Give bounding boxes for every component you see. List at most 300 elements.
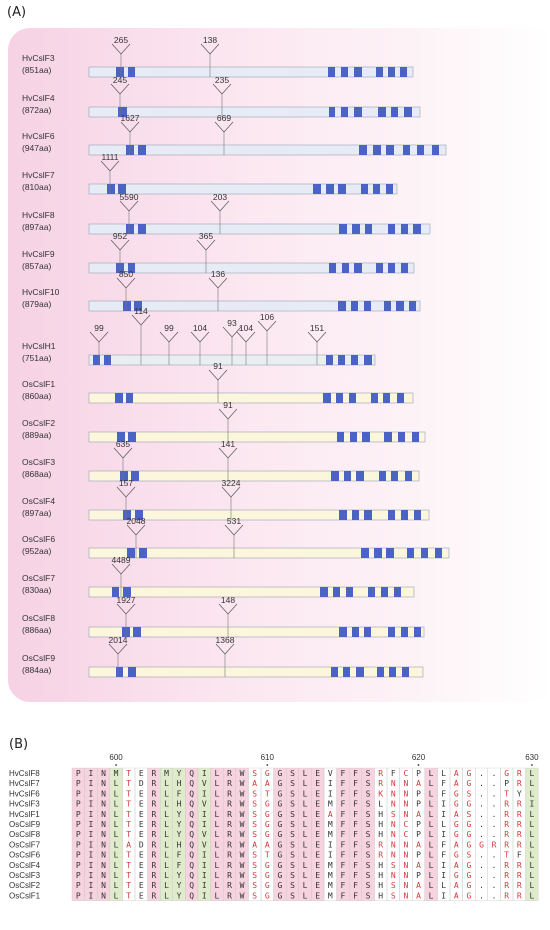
- residue: M: [327, 820, 333, 829]
- alignment-position-label: 630: [525, 753, 539, 762]
- residue: N: [101, 881, 106, 891]
- sequence-name: HvCslF3: [9, 799, 40, 809]
- residue: I: [88, 789, 94, 799]
- residue: N: [101, 860, 106, 870]
- residue: S: [365, 769, 371, 778]
- intron-length-label: 104: [238, 323, 254, 333]
- residue: E: [315, 779, 321, 789]
- gene-name: HvCslF8: [22, 210, 55, 220]
- residue: F: [353, 840, 358, 850]
- residue: N: [390, 850, 396, 860]
- residue: D: [138, 779, 144, 789]
- residue: I: [201, 881, 207, 891]
- residue: M: [327, 871, 333, 880]
- sequence-name: OsCslF2: [9, 881, 41, 891]
- residue: M: [164, 769, 169, 778]
- residue: T: [504, 789, 510, 799]
- gene-length: (879aa): [22, 299, 52, 309]
- residue: N: [390, 820, 396, 829]
- intron-length-label: 2014: [108, 635, 128, 645]
- residue: L: [214, 789, 220, 799]
- position-tick: [115, 764, 117, 766]
- residue: L: [164, 779, 169, 789]
- residue: R: [378, 769, 384, 778]
- residue: S: [290, 850, 295, 860]
- gene-name: OsCslF1: [22, 379, 56, 389]
- residue: R: [516, 769, 522, 778]
- residue: L: [214, 769, 220, 778]
- residue: F: [353, 809, 358, 819]
- residue: Q: [189, 850, 195, 860]
- residue: N: [403, 779, 409, 789]
- residue: I: [441, 799, 447, 809]
- residue: P: [75, 799, 81, 809]
- panel-b-label: (B): [9, 737, 29, 752]
- residue: N: [403, 871, 409, 880]
- residue: P: [416, 850, 421, 860]
- residue: E: [315, 871, 321, 880]
- residue: G: [479, 840, 484, 850]
- residue: N: [101, 799, 106, 809]
- residue: S: [252, 891, 258, 901]
- residue: L: [113, 809, 119, 819]
- residue: L: [428, 809, 434, 819]
- position-tick: [266, 764, 268, 766]
- residue: .: [479, 789, 484, 799]
- residue: L: [214, 871, 220, 880]
- residue: H: [378, 820, 384, 829]
- residue: G: [277, 840, 283, 850]
- gene-length: (857aa): [22, 261, 52, 271]
- residue: S: [365, 840, 371, 850]
- residue: S: [390, 881, 396, 891]
- intron-length-label: 141: [220, 439, 236, 449]
- residue: R: [227, 830, 232, 840]
- residue: F: [353, 830, 358, 840]
- residue: W: [239, 840, 245, 850]
- residue: R: [151, 830, 157, 840]
- residue: L: [113, 860, 119, 870]
- residue: I: [327, 850, 333, 860]
- gene-length: (860aa): [22, 391, 52, 401]
- residue: G: [453, 871, 459, 880]
- residue: Q: [189, 779, 195, 789]
- intron-length-label: 952: [112, 231, 128, 241]
- residue: F: [176, 789, 182, 799]
- residue: F: [353, 850, 358, 860]
- residue: I: [88, 840, 94, 850]
- residue: F: [353, 881, 358, 891]
- residue: L: [428, 860, 434, 870]
- residue: L: [164, 891, 169, 901]
- residue: .: [491, 779, 497, 789]
- residue: R: [151, 871, 157, 880]
- residue: R: [151, 779, 157, 789]
- residue: R: [504, 860, 510, 870]
- residue: R: [516, 860, 522, 870]
- residue: E: [315, 881, 321, 891]
- residue: N: [101, 789, 106, 799]
- residue: .: [479, 871, 484, 880]
- residue: R: [227, 871, 232, 880]
- residue: .: [479, 820, 484, 829]
- residue: P: [75, 860, 81, 870]
- residue: L: [164, 820, 169, 829]
- residue: H: [378, 830, 384, 840]
- intron-length-label: 635: [115, 439, 131, 449]
- residue: S: [365, 881, 371, 891]
- residue: E: [315, 799, 321, 809]
- gene-length: (886aa): [22, 625, 52, 635]
- residue: Y: [176, 891, 182, 901]
- residue: .: [491, 881, 497, 891]
- residue: F: [441, 779, 447, 789]
- residue: S: [466, 789, 472, 799]
- residue: .: [479, 769, 484, 778]
- residue: N: [101, 820, 106, 829]
- residue: S: [365, 789, 371, 799]
- residue: E: [315, 820, 321, 829]
- residue: L: [113, 789, 119, 799]
- residue: P: [75, 840, 81, 850]
- intron-length-label: 104: [192, 323, 208, 333]
- gene-length: (810aa): [22, 182, 52, 192]
- residue: T: [126, 820, 132, 829]
- residue: F: [340, 799, 346, 809]
- residue: L: [214, 809, 220, 819]
- residue: L: [529, 850, 535, 860]
- residue: A: [252, 840, 258, 850]
- residue: G: [453, 830, 459, 840]
- intron-length-label: 1368: [215, 635, 235, 645]
- residue: R: [151, 799, 157, 809]
- residue: G: [466, 799, 472, 809]
- sequence-name: OsCslF3: [9, 871, 41, 880]
- residue: L: [164, 860, 169, 870]
- position-tick: [531, 764, 533, 766]
- residue: A: [416, 891, 421, 901]
- residue: .: [479, 809, 484, 819]
- residue: V: [201, 779, 207, 789]
- residue: A: [126, 840, 132, 850]
- intron-length-label: 203: [212, 192, 228, 202]
- residue: F: [353, 799, 358, 809]
- residue: L: [441, 820, 447, 829]
- residue: R: [504, 820, 510, 829]
- residue: N: [403, 891, 409, 901]
- intron-length-label: 235: [214, 75, 230, 85]
- residue: S: [290, 789, 295, 799]
- residue: V: [327, 769, 333, 778]
- gene-name: OsCslF4: [22, 496, 56, 506]
- residue: N: [101, 840, 106, 850]
- residue: Q: [189, 881, 195, 891]
- residue: Y: [176, 881, 182, 891]
- residue: N: [101, 850, 106, 860]
- residue: L: [428, 799, 434, 809]
- residue: R: [227, 840, 232, 850]
- intron-length-label: 138: [202, 35, 218, 45]
- residue: L: [113, 850, 119, 860]
- intron-length-label: 531: [226, 516, 242, 526]
- residue: G: [466, 769, 472, 778]
- residue: L: [529, 891, 535, 901]
- residue: R: [504, 881, 510, 891]
- residue: N: [390, 840, 396, 850]
- residue: G: [277, 871, 283, 880]
- residue: L: [302, 881, 308, 891]
- residue: Y: [516, 789, 522, 799]
- residue: L: [113, 871, 119, 880]
- residue: L: [113, 891, 119, 901]
- residue: L: [113, 820, 119, 829]
- residue: L: [214, 891, 220, 901]
- residue: R: [504, 809, 510, 819]
- residue: G: [466, 779, 472, 789]
- intron-length-label: 850: [118, 269, 134, 279]
- residue: R: [504, 799, 510, 809]
- residue: A: [453, 779, 459, 789]
- residue: .: [491, 799, 497, 809]
- residue: E: [138, 881, 144, 891]
- residue: F: [353, 860, 358, 870]
- residue: R: [516, 799, 522, 809]
- residue: I: [201, 891, 207, 901]
- residue: Q: [189, 830, 195, 840]
- residue: A: [416, 809, 421, 819]
- residue: S: [252, 850, 258, 860]
- residue: L: [428, 820, 434, 829]
- residue: L: [214, 860, 220, 870]
- residue: T: [264, 789, 270, 799]
- residue: L: [302, 891, 308, 901]
- residue: W: [239, 891, 245, 901]
- residue: N: [390, 789, 396, 799]
- residue: N: [390, 779, 396, 789]
- intron-length-label: 5590: [119, 192, 139, 202]
- residue: A: [327, 809, 333, 819]
- residue: A: [453, 881, 459, 891]
- residue: N: [101, 830, 106, 840]
- residue: A: [252, 779, 258, 789]
- residue: A: [416, 779, 421, 789]
- residue: Y: [176, 769, 182, 778]
- residue: L: [214, 850, 220, 860]
- residue: G: [264, 769, 270, 778]
- intron-length-label: 1111: [101, 152, 119, 162]
- residue: T: [126, 850, 132, 860]
- residue: W: [239, 769, 245, 778]
- residue: R: [227, 860, 232, 870]
- residue: S: [365, 850, 371, 860]
- residue: E: [315, 850, 321, 860]
- residue: E: [138, 860, 144, 870]
- residue: F: [340, 779, 346, 789]
- residue: I: [88, 809, 94, 819]
- residue: A: [453, 809, 459, 819]
- residue: S: [290, 871, 295, 880]
- residue: R: [504, 830, 510, 840]
- residue: S: [252, 860, 258, 870]
- residue: .: [479, 891, 484, 901]
- residue: M: [327, 830, 333, 840]
- residue: L: [214, 881, 220, 891]
- intron-length-label: 106: [259, 312, 275, 322]
- residue: T: [126, 860, 132, 870]
- gene-length: (851aa): [22, 65, 52, 75]
- residue: G: [277, 769, 283, 778]
- residue: F: [340, 809, 346, 819]
- residue: G: [466, 871, 472, 880]
- sequence-name: HvCslF7: [9, 779, 40, 789]
- sequence-name: HvCslF1: [9, 809, 40, 819]
- residue: L: [302, 779, 308, 789]
- position-tick: [418, 764, 420, 766]
- gene-length: (889aa): [22, 430, 52, 440]
- residue: M: [327, 860, 333, 870]
- residue: R: [227, 850, 232, 860]
- residue: M: [113, 769, 119, 778]
- residue: S: [252, 769, 258, 778]
- residue: Y: [176, 871, 182, 880]
- residue: G: [466, 881, 472, 891]
- residue: P: [416, 871, 421, 880]
- residue: .: [491, 860, 497, 870]
- residue: L: [164, 830, 169, 840]
- residue: Q: [189, 820, 195, 829]
- residue: Q: [189, 891, 195, 901]
- residue: R: [516, 891, 522, 901]
- alignment-position-label: 600: [109, 753, 123, 762]
- residue: N: [403, 860, 409, 870]
- residue: S: [252, 820, 258, 829]
- intron-length-label: 245: [112, 75, 128, 85]
- residue: A: [453, 840, 459, 850]
- residue: I: [88, 850, 94, 860]
- residue: .: [479, 860, 484, 870]
- intron-length-label: 136: [210, 269, 226, 279]
- residue: R: [227, 820, 232, 829]
- residue: P: [416, 830, 421, 840]
- residue: A: [453, 769, 459, 778]
- residue: S: [390, 860, 396, 870]
- residue: S: [365, 809, 371, 819]
- residue: R: [151, 769, 157, 778]
- residue: H: [378, 871, 384, 880]
- residue: G: [277, 809, 283, 819]
- residue: R: [516, 840, 522, 850]
- residue: L: [214, 779, 220, 789]
- residue: G: [466, 830, 472, 840]
- intron-length-label: 114: [134, 306, 148, 316]
- residue: P: [504, 779, 510, 789]
- residue: P: [75, 779, 81, 789]
- residue: R: [227, 809, 232, 819]
- residue: R: [504, 891, 510, 901]
- residue: E: [138, 769, 144, 778]
- intron-length-label: 3224: [221, 478, 241, 488]
- residue: G: [453, 799, 459, 809]
- residue: F: [340, 850, 346, 860]
- residue: P: [75, 769, 81, 778]
- intron-length-label: 91: [213, 361, 223, 371]
- alignment-position-label: 610: [260, 753, 274, 762]
- residue: L: [428, 850, 434, 860]
- gene-name: HvCslF3: [22, 53, 55, 63]
- residue: G: [264, 809, 270, 819]
- residue: F: [353, 779, 358, 789]
- residue: L: [529, 820, 535, 829]
- residue: I: [88, 891, 94, 901]
- residue: F: [353, 769, 358, 778]
- residue: E: [315, 809, 321, 819]
- residue: R: [227, 769, 232, 778]
- residue: L: [164, 789, 169, 799]
- residue: L: [113, 881, 119, 891]
- residue: .: [491, 820, 497, 829]
- residue: W: [239, 789, 245, 799]
- sequence-name: OsCslF8: [9, 830, 41, 840]
- residue: G: [264, 830, 270, 840]
- residue: L: [428, 769, 434, 778]
- sequence-name: HvCslF8: [9, 769, 40, 778]
- residue: L: [113, 830, 119, 840]
- residue: S: [390, 809, 396, 819]
- residue: S: [252, 799, 258, 809]
- residue: .: [491, 891, 497, 901]
- residue: W: [239, 779, 245, 789]
- intron-length-label: 265: [113, 35, 129, 45]
- residue: S: [290, 860, 295, 870]
- gene-name: HvCslF4: [22, 93, 55, 103]
- residue: F: [340, 840, 346, 850]
- residue: I: [88, 799, 94, 809]
- residue: L: [302, 830, 308, 840]
- residue: R: [151, 860, 157, 870]
- residue: .: [479, 779, 484, 789]
- residue: I: [201, 809, 207, 819]
- sequence-name: OsCslF6: [9, 850, 41, 860]
- residue: S: [252, 809, 258, 819]
- residue: R: [151, 881, 157, 891]
- residue: S: [290, 769, 295, 778]
- residue: L: [529, 789, 535, 799]
- residue: G: [277, 881, 283, 891]
- residue: F: [340, 860, 346, 870]
- residue: Y: [176, 830, 182, 840]
- residue: R: [227, 799, 232, 809]
- residue: L: [302, 820, 308, 829]
- gene-length: (830aa): [22, 585, 52, 595]
- residue: H: [176, 779, 182, 789]
- residue: L: [529, 881, 535, 891]
- residue: G: [264, 860, 270, 870]
- residue: S: [290, 840, 295, 850]
- residue: E: [138, 789, 144, 799]
- residue: G: [277, 850, 283, 860]
- residue: W: [239, 830, 245, 840]
- gene-name: OsCslF6: [22, 534, 56, 544]
- residue: .: [491, 830, 497, 840]
- residue: V: [201, 799, 207, 809]
- residue: F: [516, 850, 522, 860]
- residue: A: [416, 840, 421, 850]
- residue: S: [466, 850, 472, 860]
- residue: W: [239, 860, 245, 870]
- residue: A: [416, 860, 421, 870]
- residue: F: [353, 871, 358, 880]
- residue: L: [529, 871, 535, 880]
